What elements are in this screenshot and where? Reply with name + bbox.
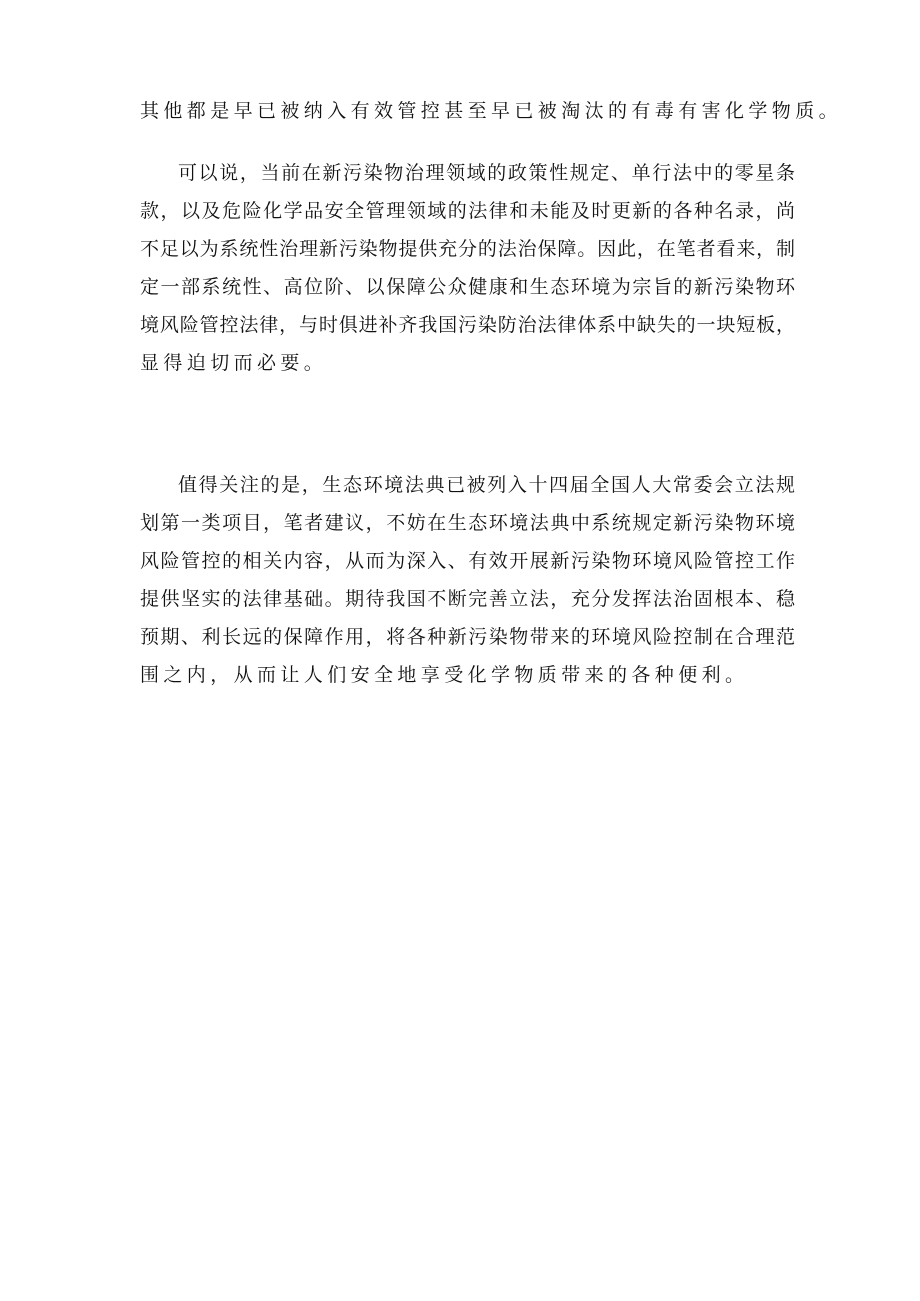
paragraph-line: 显得迫切而必要。: [140, 352, 328, 374]
paragraph-line: 预期、利长远的保障作用，将各种新污染物带来的环境风险控制在合理范: [140, 626, 795, 648]
paragraph-line: 款，以及危险化学品安全管理领域的法律和未能及时更新的各种名录，尚: [140, 200, 795, 222]
paragraph-line: 划第一类项目，笔者建议，不妨在生态环境法典中系统规定新污染物环境: [140, 512, 795, 534]
paragraph-2: [140, 154, 795, 382]
paragraph-line: 其他都是早已被纳入有效管控甚至早已被淘汰的有毒有害化学物质。: [140, 100, 843, 122]
paragraph-1: [140, 92, 843, 130]
paragraph-line: 境风险管控法律，与时俱进补齐我国污染防治法律体系中缺失的一块短板，: [140, 314, 795, 336]
paragraph-line: 风险管控的相关内容，从而为深入、有效开展新污染物环境风险管控工作: [140, 550, 795, 572]
paragraph-line: 定一部系统性、高位阶、以保障公众健康和生态环境为宗旨的新污染物环: [140, 276, 795, 298]
paragraph-line: 可以说，当前在新污染物治理领域的政策性规定、单行法中的零星条: [178, 162, 795, 184]
paragraph-line: 围之内，从而让人们安全地享受化学物质带来的各种便利。: [140, 664, 749, 686]
paragraph-line: 值得关注的是，生态环境法典已被列入十四届全国人大常委会立法规: [178, 474, 795, 496]
paragraph-line: 不足以为系统性治理新污染物提供充分的法治保障。因此，在笔者看来，制: [140, 238, 795, 260]
paragraph-3: [140, 466, 795, 694]
paragraph-line: 提供坚实的法律基础。期待我国不断完善立法，充分发挥法治固根本、稳: [140, 588, 795, 610]
